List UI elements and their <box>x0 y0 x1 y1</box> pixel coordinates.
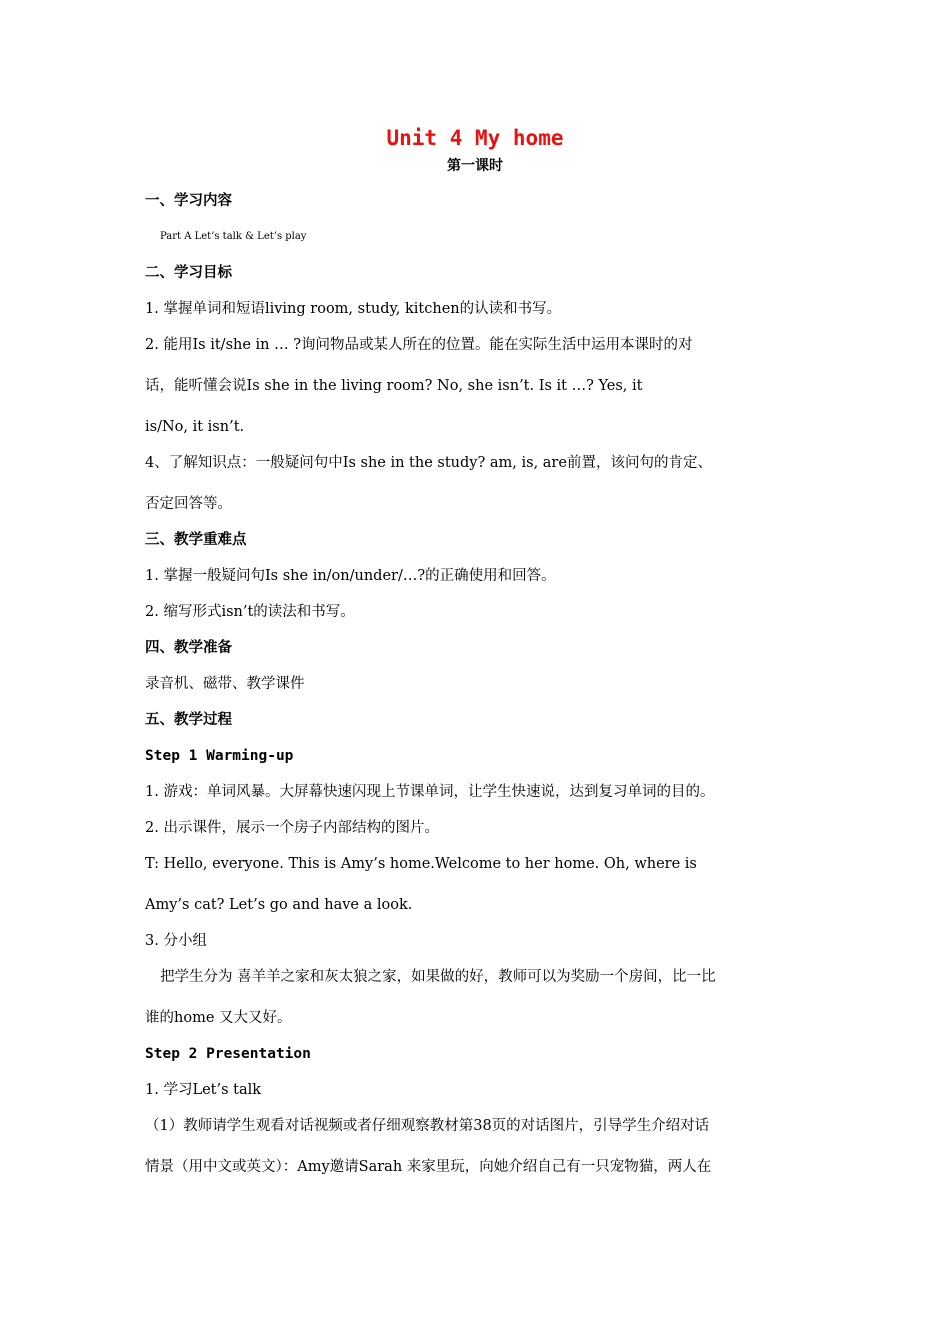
step-1-teacher-line-2: Amy’s cat? Let’s go and have a look. <box>145 897 413 913</box>
key-point-item-2: 2. 缩写形式isn’t的读法和书写。 <box>145 604 355 620</box>
objective-item-1: 1. 掌握单词和短语living room, study, kitchen的认读和书写。 <box>145 301 562 317</box>
step-1-teacher-line-1: T: Hello, everyone. This is Amy’s home.Welcome to her home. Oh, where is <box>145 856 697 872</box>
section-heading-preparation: 四、教学准备 <box>145 640 232 656</box>
key-point-item-1: 1. 掌握一般疑问句Is she in/on/under/…?的正确使用和回答。 <box>145 568 556 584</box>
step-2-heading: Step 2 Presentation <box>145 1046 311 1062</box>
step-1-group-line-2: 谁的home 又大又好。 <box>145 1010 292 1026</box>
objective-item-4-line-2: 否定回答等。 <box>145 496 232 512</box>
document-title: Unit 4 My home <box>386 126 564 150</box>
step-2-item-1: 1. 学习Let’s talk <box>145 1082 262 1098</box>
section-content-text: Part A Let’s talk & Let’s play <box>160 231 307 242</box>
objective-item-2-line-3: is/No, it isn’t. <box>145 419 245 435</box>
step-1-item-3: 3. 分小组 <box>145 933 207 949</box>
objective-item-2-line-2: 话，能听懂会说Is she in the living room? No, she isn’t. Is it …? Yes, it <box>145 378 643 394</box>
section-heading-content: 一、学习内容 <box>145 193 232 209</box>
step-1-item-2: 2. 出示课件，展示一个房子内部结构的图片。 <box>145 820 439 836</box>
objective-item-2-line-1: 2. 能用Is it/she in … ?询问物品或某人所在的位置。能在实际生活中运用本课时的对 <box>145 337 693 353</box>
step-1-item-1: 1. 游戏：单词风暴。大屏幕快速闪现上节课单词，让学生快速说，达到复习单词的目的。 <box>145 784 715 800</box>
step-1-heading: Step 1 Warming-up <box>145 748 294 764</box>
section-heading-key-points: 三、教学重难点 <box>145 532 247 548</box>
document-subtitle: 第一课时 <box>447 158 503 174</box>
section-heading-process: 五、教学过程 <box>145 712 232 728</box>
step-2-paragraph-line-1: （1）教师请学生观看对话视频或者仔细观察教材第38页的对话图片，引导学生介绍对话 <box>145 1118 710 1134</box>
objective-item-4-line-1: 4、了解知识点：一般疑问句中Is she in the study? am, is, are前置，该问句的肯定、 <box>145 455 712 471</box>
step-2-paragraph-line-2: 情景（用中文或英文）：Amy邀请Sarah 来家里玩，向她介绍自己有一只宠物猫，两人在 <box>145 1159 712 1175</box>
section-heading-objectives: 二、学习目标 <box>145 265 232 281</box>
preparation-text: 录音机、磁带、教学课件 <box>145 676 305 692</box>
step-1-group-line-1: 把学生分为 喜羊羊之家和灰太狼之家，如果做的好，教师可以为奖励一个房间，比一比 <box>160 969 716 985</box>
